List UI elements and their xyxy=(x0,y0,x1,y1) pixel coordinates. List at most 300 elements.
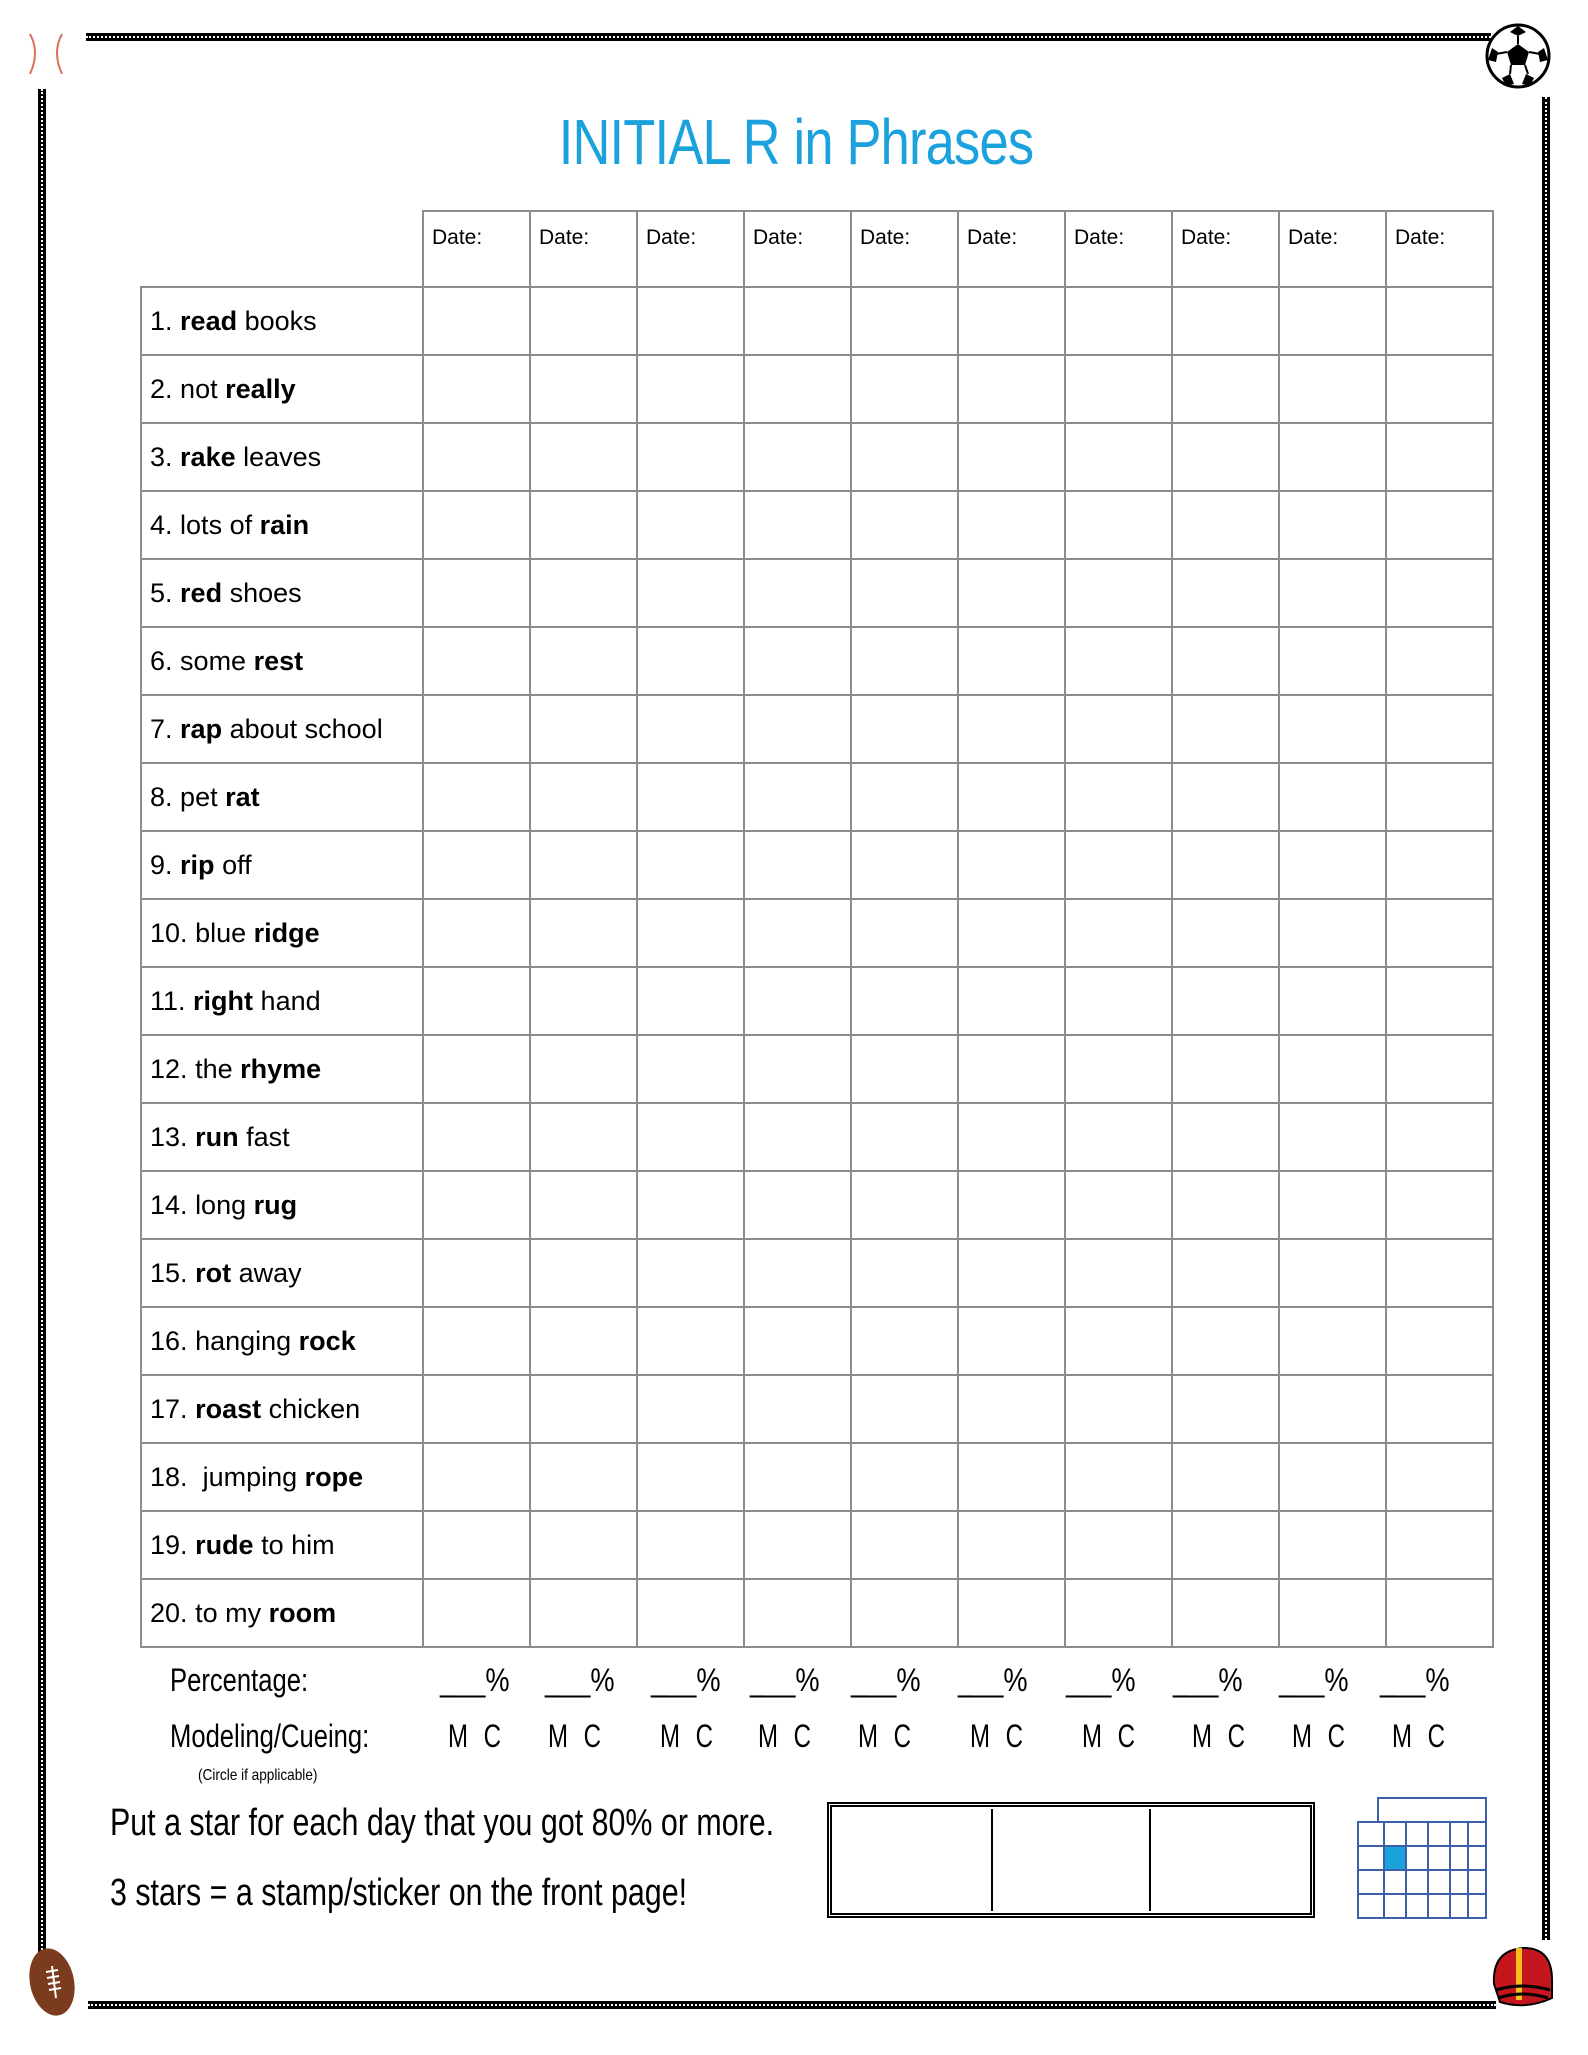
phrase-row xyxy=(141,1307,1493,1375)
phrase-row xyxy=(141,1375,1493,1443)
modeling-cueing-option[interactable]: M C xyxy=(758,1718,816,1754)
score-cell[interactable] xyxy=(1065,559,1172,627)
score-cell[interactable] xyxy=(530,763,637,831)
score-cell[interactable] xyxy=(1065,1375,1172,1443)
phrase-label xyxy=(141,355,423,423)
score-cell[interactable] xyxy=(958,287,1065,355)
phrase-target-word: red xyxy=(180,577,223,608)
score-cell[interactable] xyxy=(744,627,851,695)
modeling-cueing-option[interactable]: M C xyxy=(448,1718,506,1754)
score-cell[interactable] xyxy=(1386,627,1493,695)
score-cell[interactable] xyxy=(851,1103,958,1171)
score-cell[interactable] xyxy=(423,1239,530,1307)
score-cell[interactable] xyxy=(744,1239,851,1307)
score-cell[interactable] xyxy=(1279,1511,1386,1579)
phrase-target-word: rude xyxy=(195,1529,254,1560)
score-cell[interactable] xyxy=(1065,1171,1172,1239)
score-cell[interactable] xyxy=(1279,1307,1386,1375)
score-cell[interactable] xyxy=(637,1171,744,1239)
score-cell[interactable] xyxy=(423,967,530,1035)
score-cell[interactable] xyxy=(1386,491,1493,559)
score-cell[interactable] xyxy=(1279,355,1386,423)
score-cell[interactable] xyxy=(1172,287,1279,355)
score-cell[interactable] xyxy=(1279,695,1386,763)
score-cell[interactable] xyxy=(1279,627,1386,695)
score-cell[interactable] xyxy=(1279,1103,1386,1171)
score-cell[interactable] xyxy=(423,1307,530,1375)
modeling-cueing-label: Modeling/Cueing: xyxy=(170,1718,370,1754)
phrase-label xyxy=(141,1035,423,1103)
score-cell[interactable] xyxy=(1386,1443,1493,1511)
score-cell[interactable] xyxy=(851,967,958,1035)
score-cell[interactable] xyxy=(851,763,958,831)
phrase-label xyxy=(141,559,423,627)
score-cell[interactable] xyxy=(1386,1171,1493,1239)
score-cell[interactable] xyxy=(1279,1035,1386,1103)
phrase-label xyxy=(141,1239,423,1307)
score-cell[interactable] xyxy=(423,1579,530,1647)
score-cell[interactable] xyxy=(423,899,530,967)
score-cell[interactable] xyxy=(1172,1239,1279,1307)
percentage-blank[interactable]: ___% xyxy=(1066,1662,1136,1698)
phrase-label xyxy=(141,831,423,899)
score-cell[interactable] xyxy=(958,1579,1065,1647)
score-cell[interactable] xyxy=(958,1103,1065,1171)
score-cell[interactable] xyxy=(530,627,637,695)
score-cell[interactable] xyxy=(744,423,851,491)
score-cell[interactable] xyxy=(851,491,958,559)
modeling-cueing-option[interactable]: M C xyxy=(1392,1718,1450,1754)
percentage-blank[interactable]: ___% xyxy=(1173,1662,1243,1698)
star-reward: 3 stars = a stamp/sticker on the front page! xyxy=(110,1872,688,1914)
score-cell[interactable] xyxy=(1386,287,1493,355)
score-cell[interactable] xyxy=(744,559,851,627)
phrase-label xyxy=(141,1443,423,1511)
phrase-target-word: rug xyxy=(253,1189,298,1220)
score-cell[interactable] xyxy=(1172,355,1279,423)
phrase-row xyxy=(141,1103,1493,1171)
phrase-text: lots of xyxy=(180,509,260,540)
score-cell[interactable] xyxy=(851,1239,958,1307)
phrase-label xyxy=(141,1171,423,1239)
score-cell[interactable] xyxy=(744,491,851,559)
score-cell[interactable] xyxy=(1172,1171,1279,1239)
date-header: Date: xyxy=(530,211,637,287)
score-cell[interactable] xyxy=(530,899,637,967)
baseball-stitch-icon xyxy=(22,30,82,80)
phrase-label xyxy=(141,491,423,559)
phrase-number: 12. xyxy=(150,1053,188,1084)
phrase-text: to my xyxy=(195,1597,269,1628)
score-cell[interactable] xyxy=(744,1103,851,1171)
page-border-left xyxy=(38,89,46,1953)
score-cell[interactable] xyxy=(1386,831,1493,899)
score-cell[interactable] xyxy=(958,1511,1065,1579)
score-cell[interactable] xyxy=(958,831,1065,899)
tracking-grid xyxy=(140,210,1494,1648)
score-cell[interactable] xyxy=(958,899,1065,967)
phrase-target-word: rock xyxy=(298,1325,356,1356)
score-cell[interactable] xyxy=(1172,1307,1279,1375)
score-cell[interactable] xyxy=(1065,355,1172,423)
phrase-text: about school xyxy=(222,713,383,744)
phrase-label xyxy=(141,899,423,967)
header-blank xyxy=(141,211,423,287)
score-cell[interactable] xyxy=(1065,491,1172,559)
score-cell[interactable] xyxy=(958,559,1065,627)
phrase-row xyxy=(141,559,1493,627)
date-header: Date: xyxy=(423,211,530,287)
score-cell[interactable] xyxy=(958,491,1065,559)
phrase-row xyxy=(141,695,1493,763)
phrase-number: 18. xyxy=(150,1461,188,1492)
phrase-target-word: rip xyxy=(180,849,215,880)
score-cell[interactable] xyxy=(958,763,1065,831)
score-cell[interactable] xyxy=(530,1035,637,1103)
score-cell[interactable] xyxy=(637,695,744,763)
score-cell[interactable] xyxy=(1279,1171,1386,1239)
score-cell[interactable] xyxy=(1279,763,1386,831)
score-cell[interactable] xyxy=(744,899,851,967)
modeling-cueing-option[interactable]: M C xyxy=(858,1718,916,1754)
score-cell[interactable] xyxy=(1386,559,1493,627)
score-cell[interactable] xyxy=(423,627,530,695)
score-cell[interactable] xyxy=(1172,1035,1279,1103)
score-cell[interactable] xyxy=(851,831,958,899)
score-cell[interactable] xyxy=(530,695,637,763)
score-cell[interactable] xyxy=(423,1443,530,1511)
score-cell[interactable] xyxy=(637,559,744,627)
score-cell[interactable] xyxy=(1172,1443,1279,1511)
star-slot[interactable] xyxy=(834,1809,993,1911)
percentage-blank[interactable]: ___% xyxy=(1380,1662,1450,1698)
score-cell[interactable] xyxy=(423,491,530,559)
phrase-text: leaves xyxy=(235,441,322,472)
phrase-number: 3. xyxy=(150,441,173,472)
score-cell[interactable] xyxy=(423,831,530,899)
score-cell[interactable] xyxy=(1065,695,1172,763)
modeling-cueing-option[interactable]: M C xyxy=(548,1718,606,1754)
score-cell[interactable] xyxy=(530,491,637,559)
phrase-target-word: really xyxy=(225,373,296,404)
phrase-text: shoes xyxy=(222,577,302,608)
score-cell[interactable] xyxy=(530,559,637,627)
score-cell[interactable] xyxy=(958,1443,1065,1511)
score-cell[interactable] xyxy=(1065,831,1172,899)
phrase-target-word: rain xyxy=(259,509,310,540)
score-cell[interactable] xyxy=(423,1375,530,1443)
score-cell[interactable] xyxy=(1065,763,1172,831)
score-cell[interactable] xyxy=(423,1103,530,1171)
score-cell[interactable] xyxy=(637,491,744,559)
phrase-number: 20. xyxy=(150,1597,188,1628)
score-cell[interactable] xyxy=(851,627,958,695)
score-cell[interactable] xyxy=(637,1103,744,1171)
score-cell[interactable] xyxy=(530,355,637,423)
score-cell[interactable] xyxy=(637,355,744,423)
modeling-cueing-option[interactable]: M C xyxy=(1192,1718,1250,1754)
score-cell[interactable] xyxy=(958,1307,1065,1375)
score-cell[interactable] xyxy=(744,287,851,355)
score-cell[interactable] xyxy=(423,423,530,491)
score-cell[interactable] xyxy=(744,1511,851,1579)
score-cell[interactable] xyxy=(744,1171,851,1239)
score-cell[interactable] xyxy=(1386,695,1493,763)
score-cell[interactable] xyxy=(1172,763,1279,831)
percentage-blank[interactable]: ___% xyxy=(440,1662,510,1698)
score-cell[interactable] xyxy=(1279,559,1386,627)
score-cell[interactable] xyxy=(1172,831,1279,899)
score-cell[interactable] xyxy=(1279,1239,1386,1307)
score-cell[interactable] xyxy=(530,1103,637,1171)
score-cell[interactable] xyxy=(423,1171,530,1239)
score-cell[interactable] xyxy=(1386,1239,1493,1307)
phrase-text: fast xyxy=(238,1121,290,1152)
score-cell[interactable] xyxy=(1279,967,1386,1035)
score-cell[interactable] xyxy=(851,1375,958,1443)
score-cell[interactable] xyxy=(1386,1579,1493,1647)
phrase-row xyxy=(141,967,1493,1035)
score-cell[interactable] xyxy=(1065,287,1172,355)
score-cell[interactable] xyxy=(1386,355,1493,423)
phrase-target-word: rap xyxy=(180,713,223,744)
score-cell[interactable] xyxy=(530,1579,637,1647)
phrase-target-word: ridge xyxy=(253,917,320,948)
score-cell[interactable] xyxy=(1172,491,1279,559)
phrase-row xyxy=(141,899,1493,967)
score-cell[interactable] xyxy=(1065,1307,1172,1375)
score-cell[interactable] xyxy=(1065,1103,1172,1171)
score-cell[interactable] xyxy=(1279,831,1386,899)
score-cell[interactable] xyxy=(851,899,958,967)
phrase-target-word: rest xyxy=(253,645,304,676)
phrase-text: books xyxy=(237,305,317,336)
score-cell[interactable] xyxy=(1172,559,1279,627)
date-header: Date: xyxy=(744,211,851,287)
percentage-blank[interactable]: ___% xyxy=(851,1662,921,1698)
score-cell[interactable] xyxy=(530,1307,637,1375)
phrase-label xyxy=(141,287,423,355)
page-border-right xyxy=(1542,97,1550,1940)
phrase-label xyxy=(141,423,423,491)
phrase-number: 6. xyxy=(150,645,173,676)
score-cell[interactable] xyxy=(1386,1103,1493,1171)
percentage-blank[interactable]: ___% xyxy=(545,1662,615,1698)
score-cell[interactable] xyxy=(1172,1375,1279,1443)
score-cell[interactable] xyxy=(637,1307,744,1375)
score-cell[interactable] xyxy=(1279,287,1386,355)
score-cell[interactable] xyxy=(637,763,744,831)
phrase-text: some xyxy=(180,645,254,676)
score-cell[interactable] xyxy=(637,1511,744,1579)
score-cell[interactable] xyxy=(1279,491,1386,559)
score-cell[interactable] xyxy=(1386,1511,1493,1579)
score-cell[interactable] xyxy=(1386,423,1493,491)
phrase-text: jumping xyxy=(195,1461,305,1492)
percentage-label: Percentage: xyxy=(170,1662,309,1698)
score-cell[interactable] xyxy=(1172,899,1279,967)
score-cell[interactable] xyxy=(851,1307,958,1375)
score-cell[interactable] xyxy=(1279,1579,1386,1647)
score-cell[interactable] xyxy=(1065,423,1172,491)
phrase-number: 13. xyxy=(150,1121,188,1152)
star-slot[interactable] xyxy=(993,1809,1152,1911)
score-cell[interactable] xyxy=(851,355,958,423)
modeling-cueing-option[interactable]: M C xyxy=(660,1718,718,1754)
score-cell[interactable] xyxy=(851,695,958,763)
phrase-row xyxy=(141,1035,1493,1103)
score-cell[interactable] xyxy=(530,287,637,355)
score-cell[interactable] xyxy=(1386,1375,1493,1443)
score-cell[interactable] xyxy=(1172,967,1279,1035)
phrase-text: to him xyxy=(253,1529,335,1560)
score-cell[interactable] xyxy=(851,559,958,627)
percentage-blank[interactable]: ___% xyxy=(958,1662,1028,1698)
score-cell[interactable] xyxy=(530,967,637,1035)
star-slot[interactable] xyxy=(1151,1809,1308,1911)
score-cell[interactable] xyxy=(530,1443,637,1511)
soccer-ball-icon xyxy=(1484,22,1552,90)
phrase-label xyxy=(141,1579,423,1647)
score-cell[interactable] xyxy=(530,831,637,899)
score-cell[interactable] xyxy=(851,1171,958,1239)
percentage-blank[interactable]: ___% xyxy=(1279,1662,1349,1698)
score-cell[interactable] xyxy=(637,423,744,491)
phrase-number: 4. xyxy=(150,509,173,540)
score-cell[interactable] xyxy=(1065,1579,1172,1647)
score-cell[interactable] xyxy=(530,1239,637,1307)
phrase-row xyxy=(141,491,1493,559)
date-header: Date: xyxy=(1065,211,1172,287)
score-cell[interactable] xyxy=(1065,1443,1172,1511)
score-cell[interactable] xyxy=(744,1579,851,1647)
score-cell[interactable] xyxy=(1279,899,1386,967)
score-cell[interactable] xyxy=(744,1375,851,1443)
score-cell[interactable] xyxy=(744,831,851,899)
modeling-cueing-option[interactable]: M C xyxy=(970,1718,1028,1754)
score-cell[interactable] xyxy=(1279,1443,1386,1511)
score-cell[interactable] xyxy=(958,627,1065,695)
score-cell[interactable] xyxy=(1065,1511,1172,1579)
score-cell[interactable] xyxy=(1065,1239,1172,1307)
score-cell[interactable] xyxy=(851,1035,958,1103)
score-cell[interactable] xyxy=(423,287,530,355)
score-cell[interactable] xyxy=(744,763,851,831)
score-cell[interactable] xyxy=(530,1511,637,1579)
score-cell[interactable] xyxy=(1279,423,1386,491)
score-cell[interactable] xyxy=(744,1035,851,1103)
score-cell[interactable] xyxy=(637,287,744,355)
phrase-label xyxy=(141,967,423,1035)
score-cell[interactable] xyxy=(851,423,958,491)
score-cell[interactable] xyxy=(637,1239,744,1307)
score-cell[interactable] xyxy=(1172,423,1279,491)
score-cell[interactable] xyxy=(958,355,1065,423)
phrase-number: 2. xyxy=(150,373,173,404)
phrase-row xyxy=(141,627,1493,695)
score-cell[interactable] xyxy=(423,695,530,763)
score-cell[interactable] xyxy=(637,1375,744,1443)
modeling-cueing-option[interactable]: M C xyxy=(1082,1718,1140,1754)
phrase-text: the xyxy=(195,1053,241,1084)
score-cell[interactable] xyxy=(851,1511,958,1579)
score-cell[interactable] xyxy=(958,1375,1065,1443)
score-cell[interactable] xyxy=(423,355,530,423)
score-cell[interactable] xyxy=(744,967,851,1035)
score-cell[interactable] xyxy=(958,1239,1065,1307)
score-cell[interactable] xyxy=(1172,695,1279,763)
score-cell[interactable] xyxy=(1065,899,1172,967)
score-cell[interactable] xyxy=(1386,1307,1493,1375)
phrase-text: pet xyxy=(180,781,226,812)
score-cell[interactable] xyxy=(851,1579,958,1647)
score-cell[interactable] xyxy=(637,1579,744,1647)
score-cell[interactable] xyxy=(423,1035,530,1103)
phrase-text: hanging xyxy=(195,1325,299,1356)
score-cell[interactable] xyxy=(744,355,851,423)
score-cell[interactable] xyxy=(744,1443,851,1511)
score-cell[interactable] xyxy=(637,967,744,1035)
score-cell[interactable] xyxy=(637,1035,744,1103)
score-cell[interactable] xyxy=(958,967,1065,1035)
score-cell[interactable] xyxy=(958,1035,1065,1103)
score-cell[interactable] xyxy=(958,423,1065,491)
phrase-number: 19. xyxy=(150,1529,188,1560)
score-cell[interactable] xyxy=(637,1443,744,1511)
score-cell[interactable] xyxy=(1279,1375,1386,1443)
score-cell[interactable] xyxy=(530,1171,637,1239)
phrase-row xyxy=(141,1443,1493,1511)
score-cell[interactable] xyxy=(958,1171,1065,1239)
score-cell[interactable] xyxy=(1172,1103,1279,1171)
score-cell[interactable] xyxy=(851,1443,958,1511)
score-cell[interactable] xyxy=(851,287,958,355)
score-cell[interactable] xyxy=(530,423,637,491)
percentage-blank[interactable]: ___% xyxy=(750,1662,820,1698)
score-cell[interactable] xyxy=(1065,627,1172,695)
date-header: Date: xyxy=(958,211,1065,287)
percentage-blank[interactable]: ___% xyxy=(651,1662,721,1698)
score-cell[interactable] xyxy=(1386,899,1493,967)
score-cell[interactable] xyxy=(744,1307,851,1375)
score-cell[interactable] xyxy=(423,763,530,831)
score-cell[interactable] xyxy=(958,695,1065,763)
score-cell[interactable] xyxy=(1386,967,1493,1035)
score-cell[interactable] xyxy=(744,695,851,763)
score-cell[interactable] xyxy=(530,1375,637,1443)
phrase-number: 8. xyxy=(150,781,173,812)
score-cell[interactable] xyxy=(1172,627,1279,695)
modeling-cueing-option[interactable]: M C xyxy=(1292,1718,1350,1754)
score-cell[interactable] xyxy=(1172,1579,1279,1647)
score-cell[interactable] xyxy=(637,627,744,695)
score-cell[interactable] xyxy=(1386,1035,1493,1103)
phrase-text: away xyxy=(231,1257,302,1288)
score-cell[interactable] xyxy=(637,899,744,967)
score-cell[interactable] xyxy=(1065,1035,1172,1103)
score-cell[interactable] xyxy=(423,1511,530,1579)
score-cell[interactable] xyxy=(1386,763,1493,831)
phrase-target-word: room xyxy=(268,1597,337,1628)
phrase-target-word: rake xyxy=(180,441,236,472)
score-cell[interactable] xyxy=(1065,967,1172,1035)
phrase-text: blue xyxy=(195,917,254,948)
score-cell[interactable] xyxy=(423,559,530,627)
phrase-target-word: read xyxy=(180,305,238,336)
phrase-label xyxy=(141,1511,423,1579)
score-cell[interactable] xyxy=(637,831,744,899)
score-cell[interactable] xyxy=(1172,1511,1279,1579)
